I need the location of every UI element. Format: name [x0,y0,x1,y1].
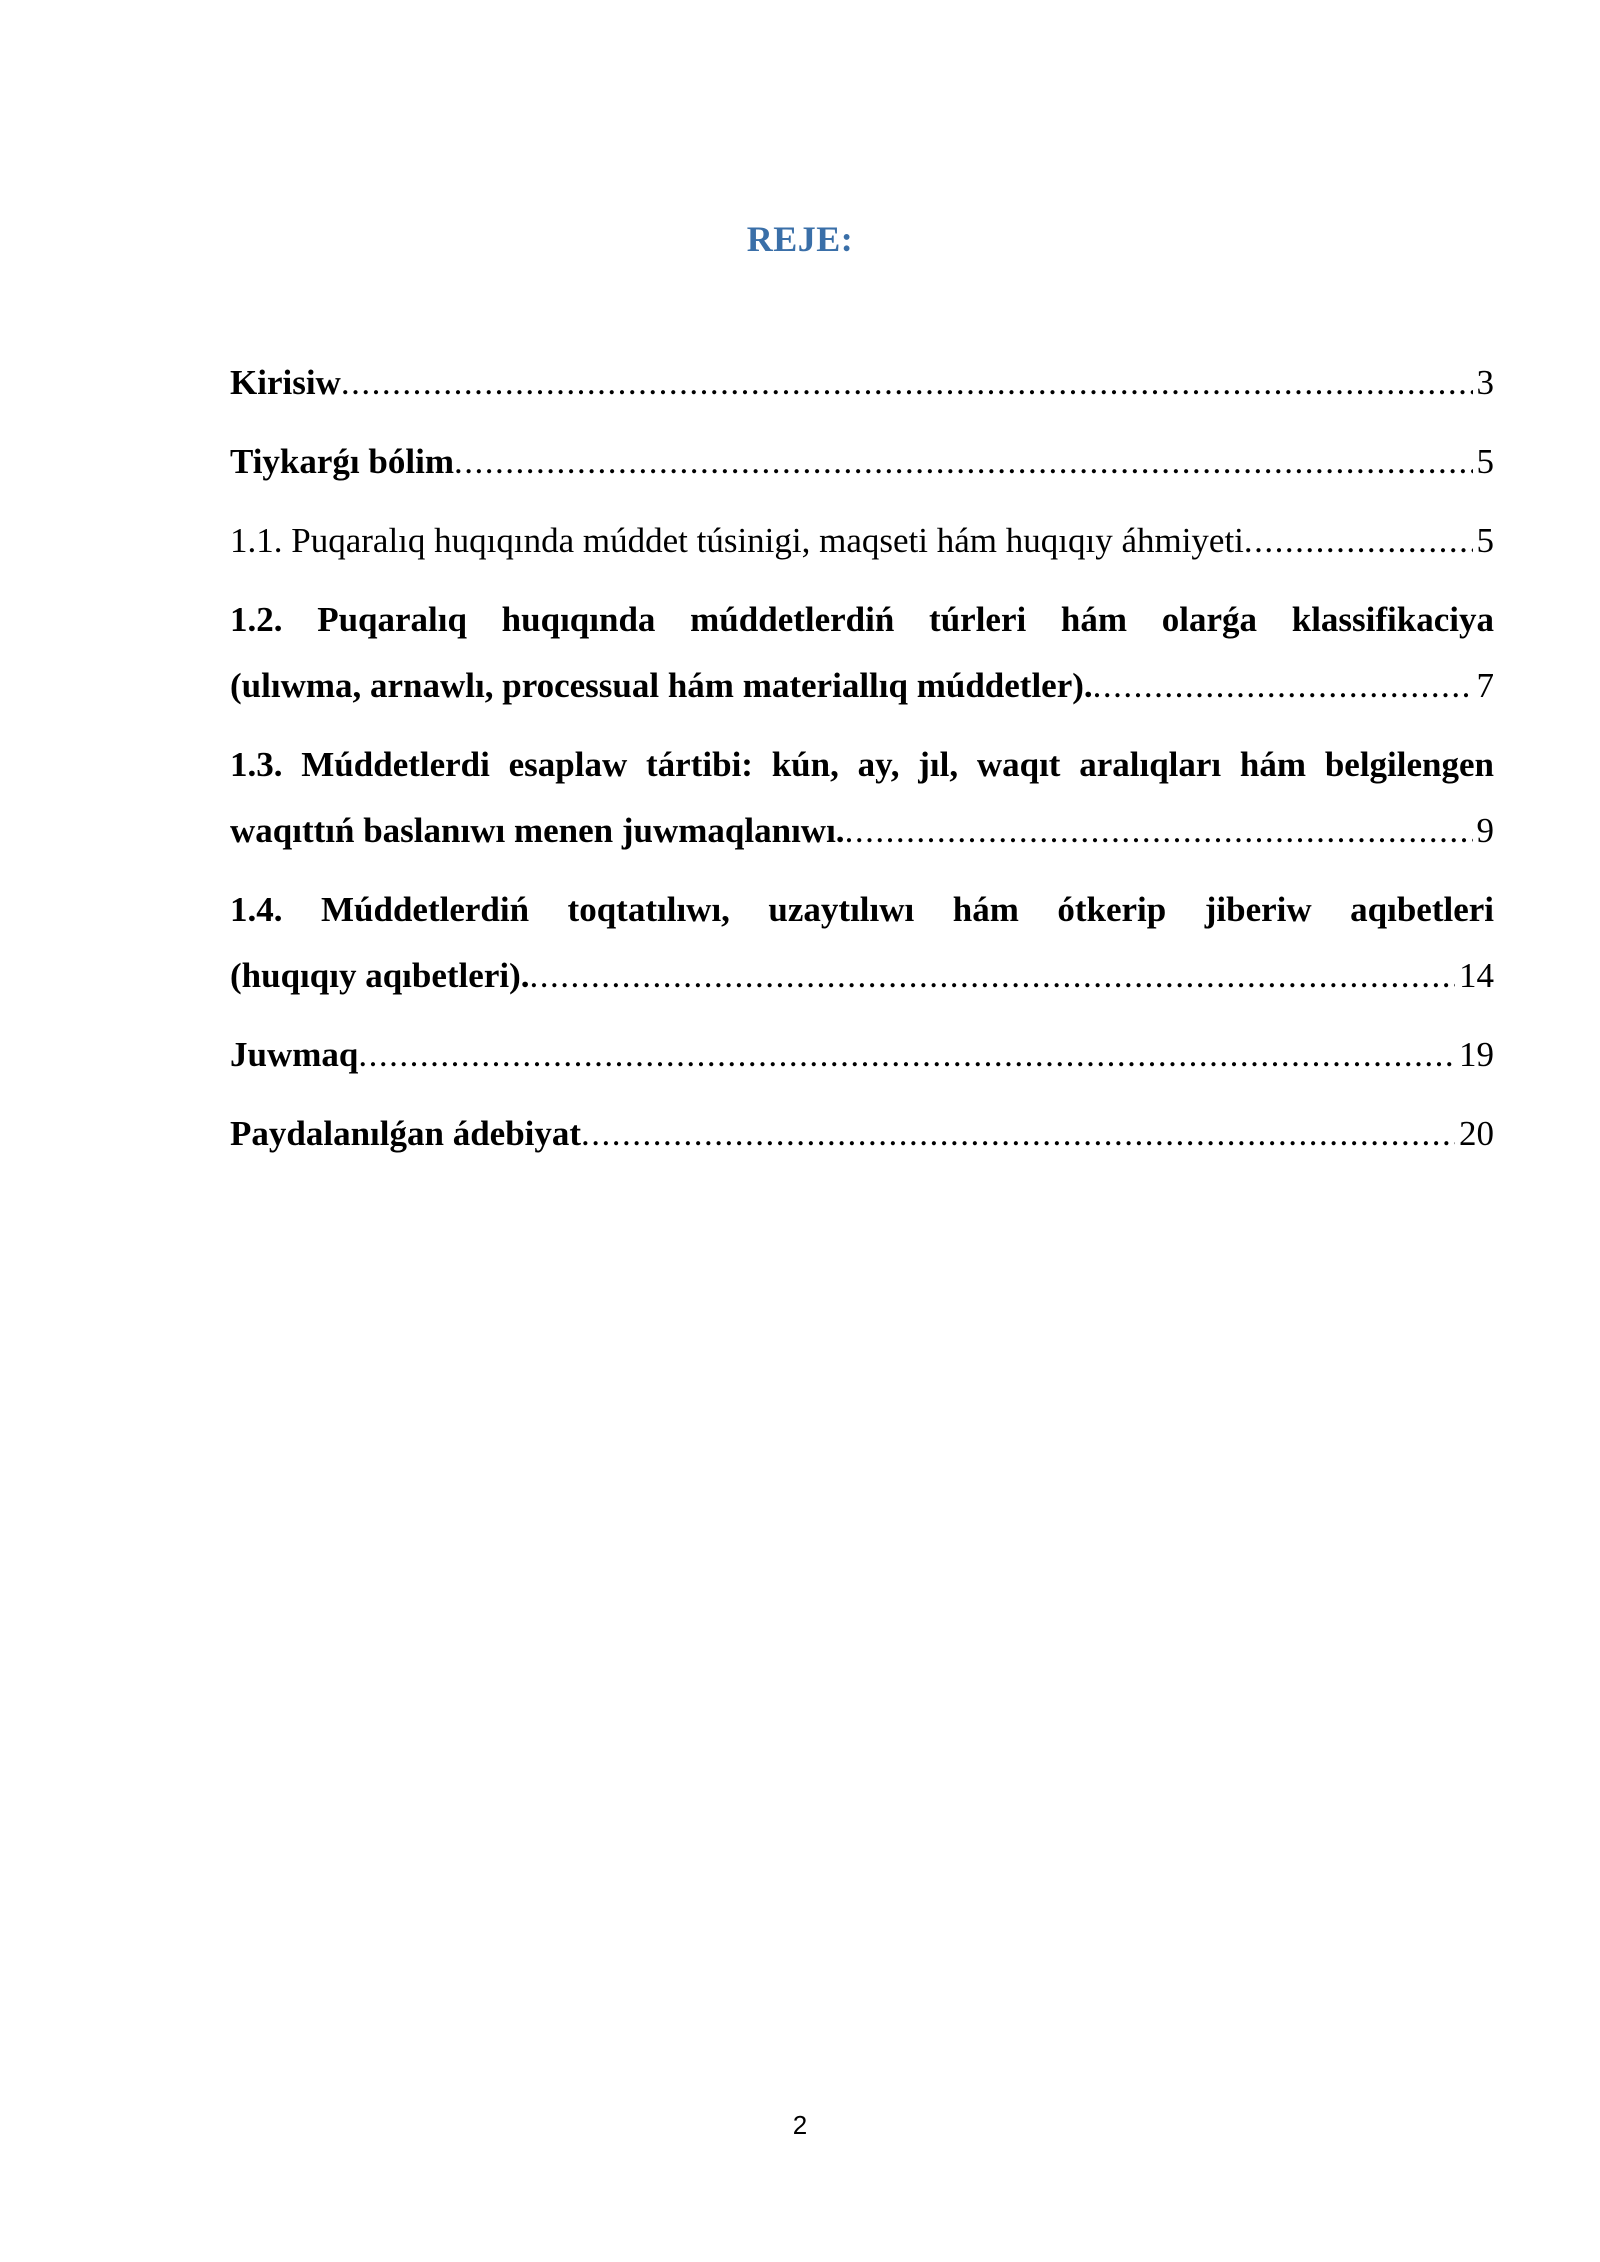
toc-entry-1-1[interactable] [230,508,1494,574]
toc-leader-dots [341,350,1473,416]
toc-entry-kirisiw[interactable] [230,350,1494,416]
toc-entry-line2-row [230,798,1494,864]
toc-entry-tiykargi-bolim[interactable] [230,429,1494,495]
toc-entry-line1: 1.4. Múddetlerdiń toqtatılıwı, uzaytılıwı hám ótkerip jiberiw aqıbetleri [230,890,1494,929]
toc-leader-dots [845,798,1473,864]
toc-entry-1-4[interactable] [230,877,1494,1009]
toc-entry-line1: 1.3. Múddetlerdi esaplaw tártibi: kún, ay, jıl, waqıt aralıqları hám belgilengen [230,745,1494,784]
toc-entry-juwmaq[interactable] [230,1022,1494,1088]
toc-entry-1-3[interactable] [230,732,1494,864]
toc-page-number: 5 [1476,521,1494,560]
toc-entry-label: Juwmaq [230,1035,359,1074]
toc-leader-dots [358,1022,1455,1088]
toc-entry-label: Paydalanılǵan ádebiyat [230,1114,582,1153]
page-number-footer: 2 [792,2110,808,2140]
toc-page-number: 19 [1459,1035,1494,1074]
toc-entry-line2: (ulıwma, arnawlı, processual hám materiallıq múddetler). [230,666,1093,705]
toc-page-number: 5 [1476,442,1494,481]
toc-entry-label: Kirisiw [230,363,341,402]
toc-entry-label: Tiykarǵı bólim [230,442,454,481]
toc-leader-dots [581,1101,1455,1167]
toc-leader-dots [1093,653,1473,719]
toc-page-number: 9 [1476,811,1494,850]
toc-leader-dots [1244,508,1473,574]
toc-entry-line2: (huqıqıy aqıbetleri). [230,956,530,995]
toc-page-number: 7 [1476,666,1494,705]
toc-leader-dots [454,429,1473,495]
toc-entry-line2-row [230,653,1494,719]
toc-leader-dots [529,943,1455,1009]
table-of-contents [230,350,1494,1180]
toc-entry-line1: 1.2. Puqaralıq huqıqında múddetlerdiń túrleri hám olarǵa klassifikaciya [230,600,1494,639]
toc-page-number: 14 [1459,956,1494,995]
toc-entry-label: 1.1. Puqaralıq huqıqında múddet túsinigi, maqseti hám huqıqıy áhmiyeti [230,521,1244,560]
toc-page-number: 20 [1459,1114,1494,1153]
toc-entry-line2: waqıttıń baslanıwı menen juwmaqlanıwı. [230,811,845,850]
toc-entry-1-2[interactable] [230,587,1494,719]
toc-entry-adebiyat[interactable] [230,1101,1494,1167]
toc-page-number: 3 [1476,363,1494,402]
page-title: REJE: [746,219,854,259]
toc-entry-line2-row [230,943,1494,1009]
